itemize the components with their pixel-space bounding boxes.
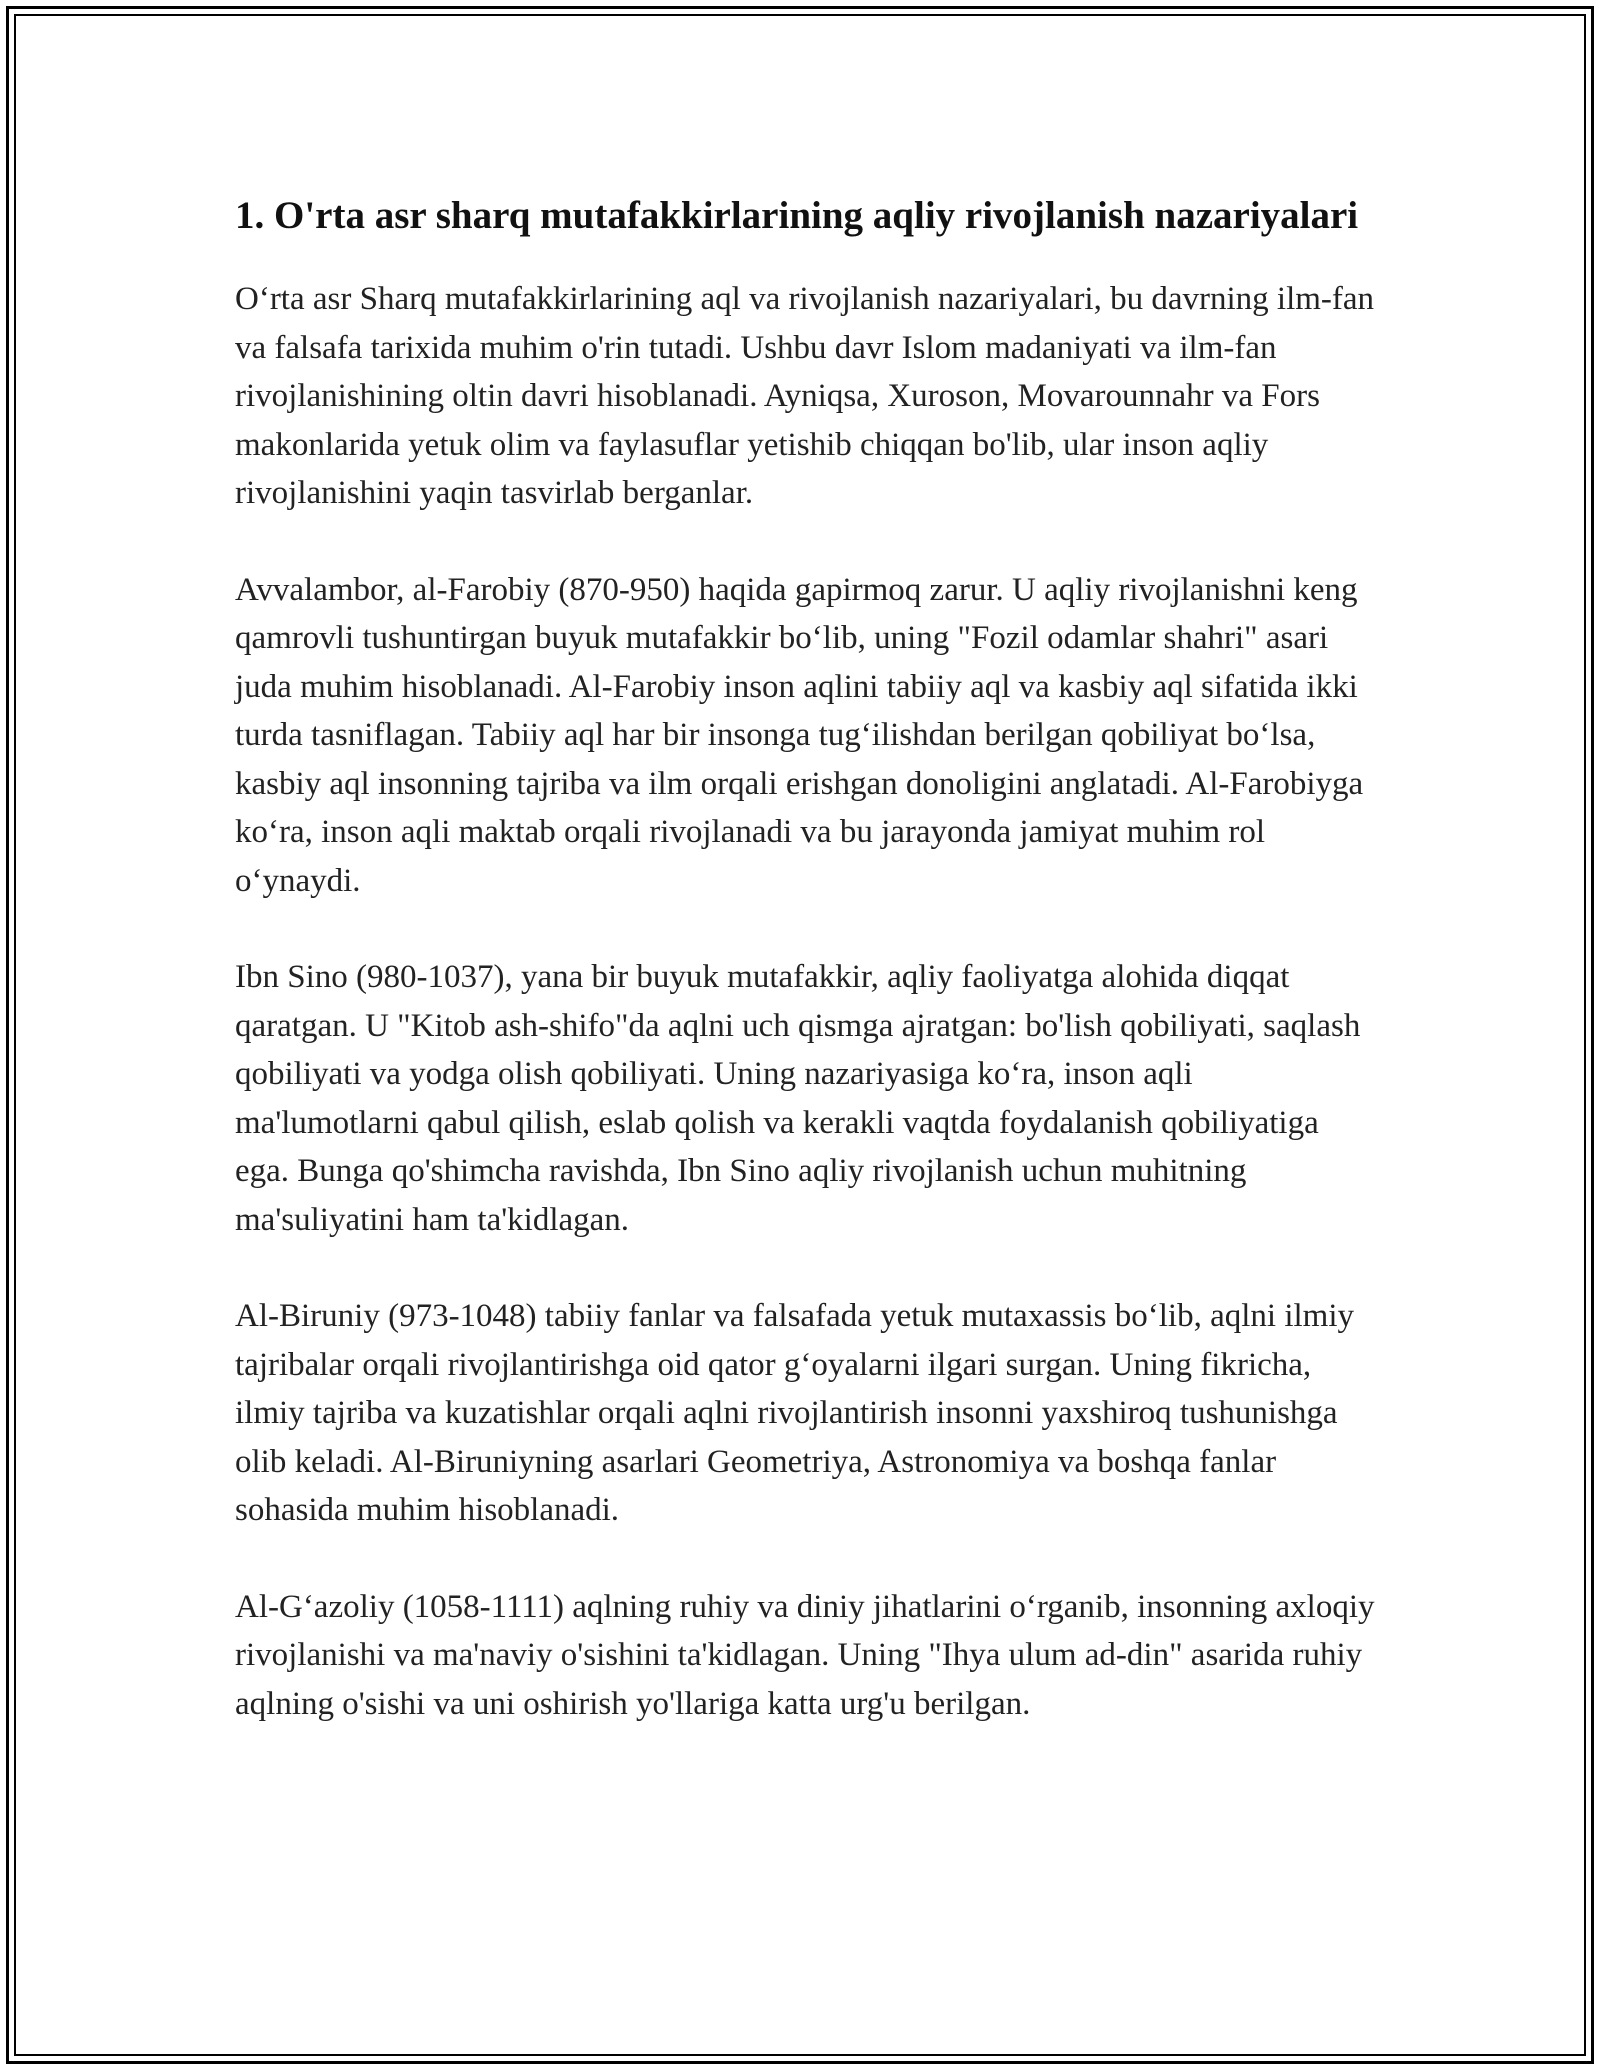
paragraph-al-biruniy: Al-Biruniy (973-1048) tabiiy fanlar va falsafada yetuk mutaxassis bo‘lib, aqlni ilmiy tajribalar orqali rivojlantirishga oid qator g‘oyalarni ilgari surgan. Uning fikricha, ilmiy tajriba va kuzatishlar orqali aqlni rivojlantirish insonni yaxshiroq tushunishga olib keladi. Al-Biruniyning asarlari Geometriya, Astronomiya va boshqa fanlar sohasida muhim hisoblanadi. [235,1298,1354,1528]
section-title: 1. O'rta asr sharq mutafakkirlarining aqliy rivojlanish nazariyalari [235,194,1359,237]
paragraph-al-farobiy: Avvalambor, al-Farobiy (870-950) haqida gapirmoq zarur. U aqliy rivojlanishni keng qamrovli tushuntirgan buyuk mutafakkir bo‘lib, uning "Fozil odamlar shahri" asari juda muhim hisoblanadi. Al-Farobiy inson aqlini tabiiy aql va kasbiy aql sifatida ikki turda tasniflagan. Tabiiy aql har bir insonga tug‘ilishdan berilgan qobiliyat bo‘lsa, kasbiy aql insonning tajriba va ilm orqali erishgan donoligini anglatadi. Al-Farobiyga ko‘ra, inson aqli maktab orqali rivojlanadi va bu jarayonda jamiyat muhim rol o‘ynaydi. [235,571,1364,899]
document-body [235,188,1375,1776]
paragraph-al-gazoliy: Al-G‘azoliy (1058-1111) aqlning ruhiy va diniy jihatlarini o‘rganib, insonning axloqiy rivojlanishi va ma'naviy o'sishini ta'kidlagan. Uning "Ihya ulum ad-din" asarida ruhiy aqlning o'sishi va uni oshirish yo'llariga katta urg'u berilgan. [235,1588,1375,1722]
paragraph-ibn-sino: Ibn Sino (980-1037), yana bir buyuk mutafakkir, aqliy faoliyatga alohida diqqat qaratgan. U "Kitob ash-shifo"da aqlni uch qismga ajratgan: bo'lish qobiliyati, saqlash qobiliyati va yodga olish qobiliyati. Uning nazariyasiga ko‘ra, inson aqli ma'lumotlarni qabul qilish, eslab qolish va kerakli vaqtda foydalanish qobiliyatiga ega. Bunga qo'shimcha ravishda, Ibn Sino aqliy rivojlanish uchun muhitning ma'suliyatini ham ta'kidlagan. [235,959,1361,1238]
paragraph-intro: O‘rta asr Sharq mutafakkirlarining aql va rivojlanish nazariyalari, bu davrning ilm-fan va falsafa tarixida muhim o'rin tutadi. Ushbu davr Islom madaniyati va ilm-fan rivojlanishining oltin davri hisoblanadi. Ayniqsa, Xuroson, Movarounnahr va Fors makonlarida yetuk olim va faylasuflar yetishib chiqqan bo'lib, ular inson aqliy rivojlanishini yaqin tasvirlab berganlar. [235,281,1375,511]
